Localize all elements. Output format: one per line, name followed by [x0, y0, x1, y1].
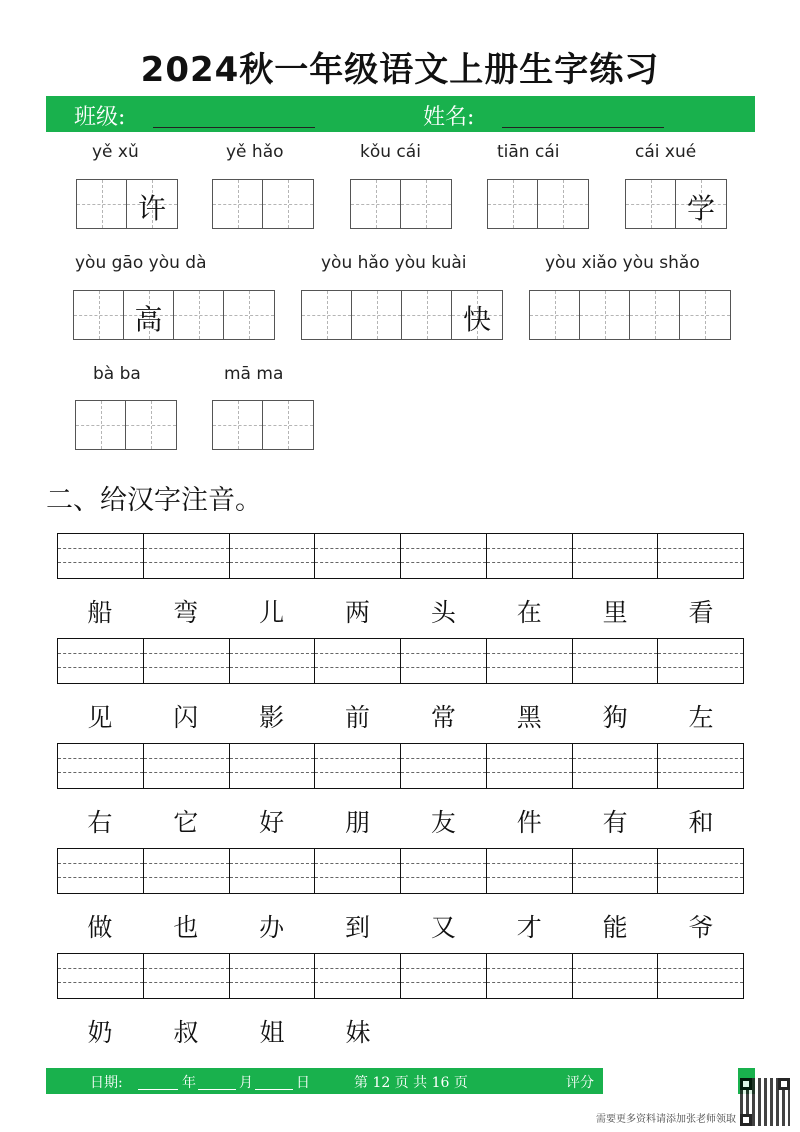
tianzige-box	[212, 400, 314, 450]
pinyin-writing-cell[interactable]	[58, 849, 144, 893]
pinyin-writing-cell[interactable]	[573, 744, 659, 788]
tianzige-cell[interactable]	[127, 180, 177, 228]
hanzi-char: 影	[259, 703, 285, 732]
tianzige-cell[interactable]	[124, 291, 174, 339]
tianzige-cell[interactable]	[174, 291, 224, 339]
pinyin-writing-cell[interactable]	[144, 954, 230, 998]
hanzi-char: 有	[602, 808, 628, 837]
hanzi-char: 左	[688, 703, 714, 732]
hanzi-row	[57, 1013, 744, 1049]
pinyin-writing-cell[interactable]	[573, 849, 659, 893]
tianzige-cell[interactable]	[126, 401, 176, 449]
tianzige-cell[interactable]	[352, 291, 402, 339]
pinyin-writing-cell[interactable]	[230, 744, 316, 788]
hanzi-char: 前	[345, 703, 371, 732]
tianzige-cell[interactable]	[452, 291, 502, 339]
hanzi-char: 高	[134, 303, 163, 336]
pinyin-writing-cell[interactable]	[573, 954, 659, 998]
hanzi-char: 狗	[602, 703, 628, 732]
pinyin-label: tiān cái	[497, 142, 560, 162]
pinyin-writing-cell[interactable]	[487, 849, 573, 893]
pinyin-writing-cell[interactable]	[58, 639, 144, 683]
pinyin-writing-cell[interactable]	[144, 849, 230, 893]
hanzi-char: 常	[430, 703, 456, 732]
pinyin-writing-cell[interactable]	[401, 954, 487, 998]
hanzi-char: 里	[602, 598, 628, 627]
pinyin-label: yòu xiǎo yòu shǎo	[545, 253, 700, 273]
tianzige-cell[interactable]	[626, 180, 676, 228]
page-number: 第 12 页 共 16 页	[354, 1075, 468, 1091]
pinyin-writing-cell[interactable]	[144, 744, 230, 788]
pinyin-writing-cell[interactable]	[573, 639, 659, 683]
hanzi-char: 又	[430, 913, 456, 942]
hanzi-char: 才	[516, 913, 542, 942]
pinyin-writing-cell[interactable]	[315, 639, 401, 683]
hanzi-char: 到	[345, 913, 371, 942]
tianzige-cell[interactable]	[630, 291, 680, 339]
pinyin-writing-cell[interactable]	[315, 744, 401, 788]
score-field[interactable]	[603, 1068, 738, 1098]
tianzige-cell[interactable]	[74, 291, 124, 339]
pinyin-writing-cell[interactable]	[230, 954, 316, 998]
pinyin-label: cái xué	[635, 142, 697, 162]
hanzi-char: 船	[87, 598, 113, 627]
tianzige-cell[interactable]	[213, 401, 263, 449]
hanzi-char: 两	[345, 598, 371, 627]
hanzi-char: 快	[462, 303, 491, 336]
pinyin-writing-cell[interactable]	[573, 534, 659, 578]
day-blank[interactable]	[255, 1089, 293, 1090]
year-blank[interactable]	[138, 1089, 178, 1090]
tianzige-box	[301, 290, 503, 340]
pinyin-label: yòu hǎo yòu kuài	[321, 253, 467, 273]
hanzi-char: 朋	[345, 808, 371, 837]
section-heading: 二、给汉字注音。	[46, 485, 262, 516]
hanzi-char: 右	[87, 808, 113, 837]
month-label: 月	[239, 1075, 253, 1091]
hanzi-char: 和	[688, 808, 714, 837]
hanzi-char: 奶	[87, 1018, 113, 1047]
pinyin-writing-cell[interactable]	[230, 534, 316, 578]
tianzige-cell[interactable]	[263, 401, 313, 449]
tianzige-cell[interactable]	[488, 180, 538, 228]
hanzi-char: 见	[87, 703, 113, 732]
hanzi-char: 好	[259, 808, 285, 837]
pinyin-writing-cell[interactable]	[401, 639, 487, 683]
tianzige-box	[529, 290, 731, 340]
hanzi-char: 姐	[259, 1018, 285, 1047]
pinyin-writing-cell[interactable]	[658, 534, 743, 578]
pinyin-writing-row	[57, 533, 744, 579]
hanzi-char: 在	[516, 598, 542, 627]
tianzige-cell[interactable]	[680, 291, 730, 339]
hanzi-row	[57, 908, 744, 944]
pinyin-writing-cell[interactable]	[658, 849, 743, 893]
pinyin-writing-cell[interactable]	[315, 954, 401, 998]
tianzige-box	[212, 179, 314, 229]
tianzige-cell[interactable]	[351, 180, 401, 228]
hanzi-char: 黑	[516, 703, 542, 732]
pinyin-writing-cell[interactable]	[58, 534, 144, 578]
pinyin-writing-cell[interactable]	[230, 849, 316, 893]
tianzige-box	[350, 179, 452, 229]
pinyin-writing-cell[interactable]	[144, 639, 230, 683]
page-title: 2024秋一年级语文上册生字练习	[140, 50, 660, 90]
hanzi-row	[57, 803, 744, 839]
pinyin-label: kǒu cái	[360, 142, 421, 162]
pinyin-writing-cell[interactable]	[401, 534, 487, 578]
pinyin-writing-cell[interactable]	[230, 639, 316, 683]
name-label: 姓名:	[423, 105, 475, 130]
tianzige-cell[interactable]	[401, 180, 451, 228]
hanzi-char: 能	[602, 913, 628, 942]
tianzige-box	[625, 179, 727, 229]
pinyin-writing-cell[interactable]	[487, 534, 573, 578]
tianzige-cell[interactable]	[676, 180, 726, 228]
pinyin-writing-row	[57, 743, 744, 789]
pinyin-writing-cell[interactable]	[401, 744, 487, 788]
pinyin-writing-cell[interactable]	[58, 744, 144, 788]
pinyin-writing-cell[interactable]	[487, 954, 573, 998]
student-info-bar	[46, 96, 755, 132]
pinyin-writing-cell[interactable]	[658, 639, 743, 683]
tianzige-box	[75, 400, 177, 450]
tianzige-cell[interactable]	[538, 180, 588, 228]
pinyin-writing-row	[57, 638, 744, 684]
tianzige-cell[interactable]	[580, 291, 630, 339]
hanzi-char: 做	[87, 913, 113, 942]
pinyin-writing-cell[interactable]	[487, 744, 573, 788]
pinyin-writing-row	[57, 848, 744, 894]
tianzige-cell[interactable]	[530, 291, 580, 339]
pinyin-writing-cell[interactable]	[315, 534, 401, 578]
hanzi-char: 学	[686, 192, 715, 225]
hanzi-char: 它	[173, 808, 199, 837]
tianzige-cell[interactable]	[402, 291, 452, 339]
tianzige-box	[76, 179, 178, 229]
hanzi-char: 叔	[173, 1018, 199, 1047]
tianzige-box	[73, 290, 275, 340]
pinyin-writing-row	[57, 953, 744, 999]
class-label: 班级:	[74, 105, 126, 130]
month-blank[interactable]	[198, 1089, 236, 1090]
hanzi-char: 闪	[173, 703, 199, 732]
pinyin-label: yòu gāo yòu dà	[75, 253, 207, 273]
tianzige-cell[interactable]	[224, 291, 274, 339]
hanzi-char: 爷	[688, 913, 714, 942]
class-blank[interactable]	[153, 127, 315, 128]
contact-note: 需要更多资料请添加张老师领取	[596, 1114, 736, 1125]
pinyin-writing-cell[interactable]	[658, 954, 743, 998]
date-label: 日期:	[90, 1075, 123, 1091]
tianzige-cell[interactable]	[76, 401, 126, 449]
pinyin-writing-cell[interactable]	[315, 849, 401, 893]
hanzi-char: 办	[259, 913, 285, 942]
hanzi-char: 弯	[173, 598, 199, 627]
pinyin-label: bà ba	[93, 364, 141, 384]
pinyin-writing-cell[interactable]	[401, 849, 487, 893]
pinyin-writing-cell[interactable]	[487, 639, 573, 683]
pinyin-label: mā ma	[224, 364, 284, 384]
name-blank[interactable]	[502, 127, 664, 128]
hanzi-char: 也	[173, 913, 199, 942]
day-label: 日	[296, 1075, 310, 1091]
hanzi-char: 友	[430, 808, 456, 837]
year-label: 年	[182, 1075, 196, 1091]
hanzi-char: 儿	[259, 598, 285, 627]
tianzige-cell[interactable]	[213, 180, 263, 228]
qr-code-icon	[740, 1078, 790, 1126]
hanzi-char: 看	[688, 598, 714, 627]
tianzige-cell[interactable]	[263, 180, 313, 228]
pinyin-label: yě xǔ	[92, 142, 139, 162]
tianzige-cell[interactable]	[302, 291, 352, 339]
hanzi-char: 头	[430, 598, 456, 627]
pinyin-writing-cell[interactable]	[658, 744, 743, 788]
tianzige-cell[interactable]	[77, 180, 127, 228]
hanzi-row	[57, 593, 744, 629]
hanzi-char: 件	[516, 808, 542, 837]
hanzi-char: 许	[137, 192, 166, 225]
pinyin-label: yě hǎo	[226, 142, 284, 162]
hanzi-row	[57, 698, 744, 734]
pinyin-writing-cell[interactable]	[144, 534, 230, 578]
hanzi-char: 妹	[345, 1018, 371, 1047]
pinyin-writing-cell[interactable]	[58, 954, 144, 998]
score-label: 评分	[566, 1075, 594, 1091]
tianzige-box	[487, 179, 589, 229]
